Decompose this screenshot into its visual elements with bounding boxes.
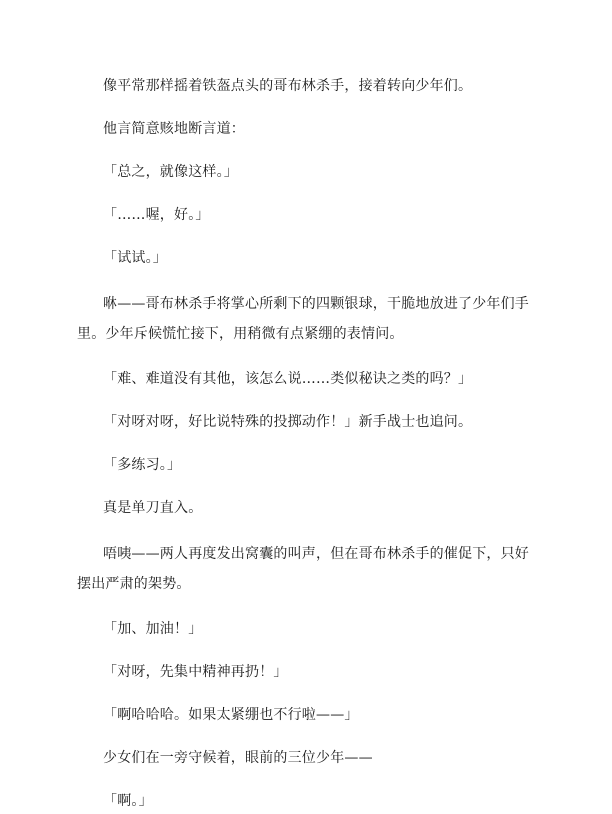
paragraph: 「……喔，好。」 [103, 207, 210, 223]
paragraph: 「对呀对呀，好比说特殊的投掷动作！」新手战士也追问。 [103, 414, 473, 430]
paragraph: 「加、加油！」 [103, 621, 203, 637]
paragraph: 咻——哥布林杀手将掌心所剩下的四颗银球，干脆地放进了少年们手里。少年斥候慌忙接下，用稍微有点紧绷的表情问。 [77, 296, 529, 342]
paragraph: 「难、难道没有其他，该怎么说……类似秘诀之类的吗？」 [103, 371, 473, 387]
paragraph: 真是单刀直入。 [103, 500, 203, 516]
paragraph: 「多练习。」 [103, 457, 182, 473]
text-body [77, 74, 543, 814]
paragraph: 他言简意赅地断言道： [103, 121, 245, 137]
paragraph: 「啊。」 [103, 793, 153, 809]
paragraph: 「啊哈哈哈。如果太紧绷也不行啦——」 [103, 707, 359, 723]
paragraph: 唔咦——两人再度发出窝囊的叫声，但在哥布林杀手的催促下，只好摆出严肃的架势。 [77, 546, 529, 592]
paragraph: 「试试。」 [103, 250, 167, 266]
paragraph: 「总之，就像这样。」 [103, 164, 238, 180]
paragraph: 像平常那样摇着铁盔点头的哥布林杀手，接着转向少年们。 [103, 78, 473, 94]
paragraph: 「对呀，先集中精神再扔！」 [103, 664, 288, 680]
paragraph: 少女们在一旁守候着，眼前的三位少年—— [103, 750, 373, 766]
